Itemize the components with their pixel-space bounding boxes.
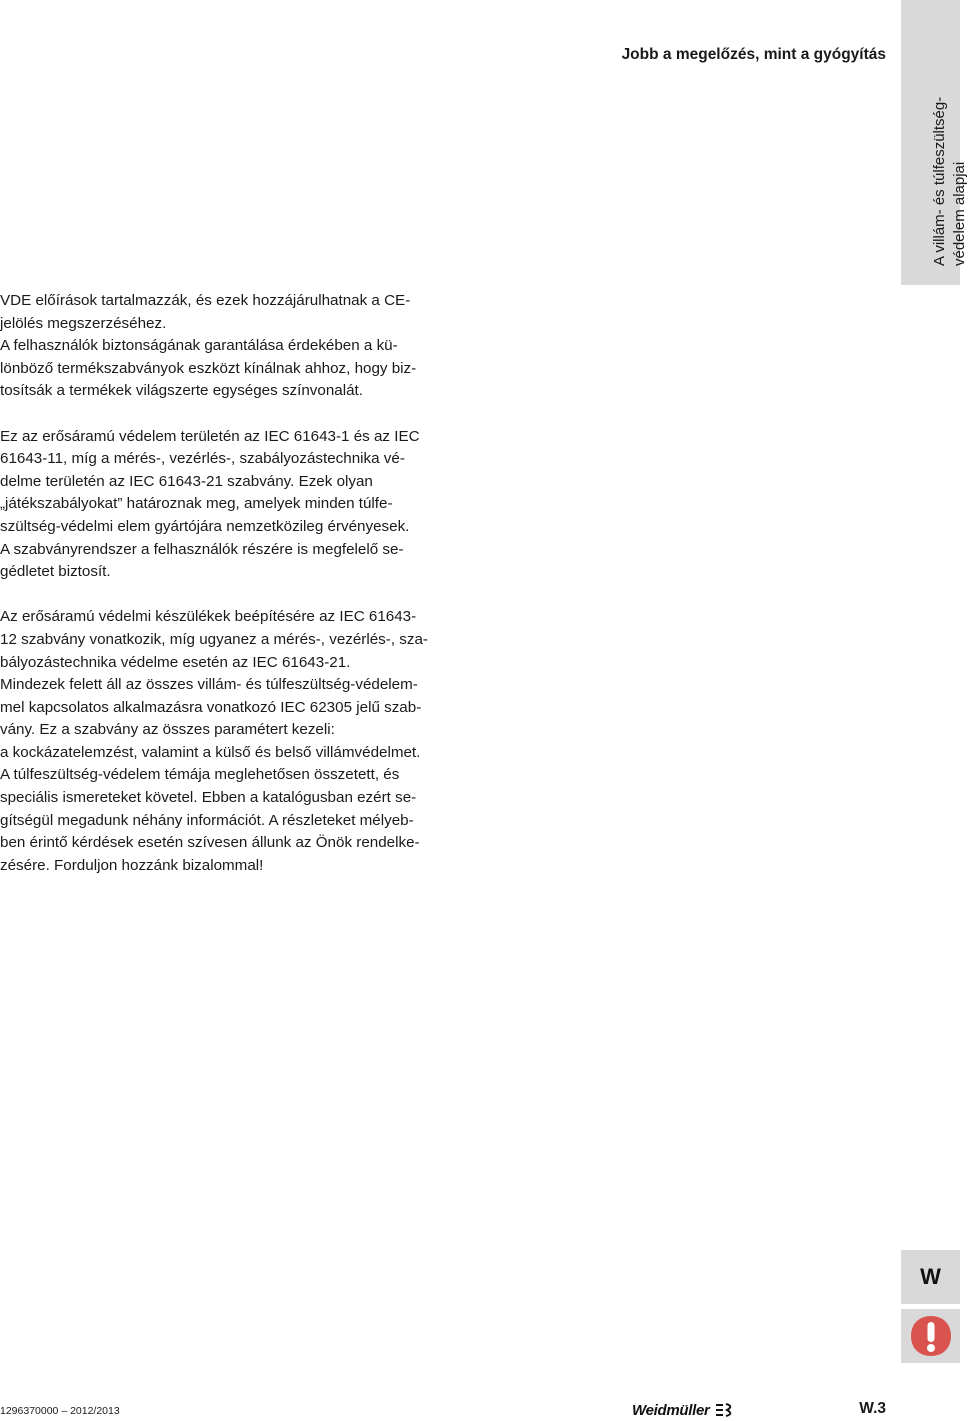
weidmuller-logo-icon	[714, 1402, 736, 1418]
text-line: A szabványrendszer a felhasználók részére is megfelelő se-	[0, 540, 404, 558]
text-line: bályozástechnika védelme esetén az IEC 61643-21.	[0, 653, 351, 671]
text-line: A felhasználók biztonságának garantálása érdekében a kü-	[0, 337, 398, 355]
text-line: a kockázatelemzést, valamint a külső és belső villámvédelmet.	[0, 743, 421, 761]
text-line: speciális ismereteket követel. Ebben a katalógusban ezért se-	[0, 789, 417, 807]
paragraph-2	[0, 426, 440, 584]
section-side-tab	[901, 0, 968, 285]
page-header-title: Jobb a megelőzés, mint a gyógyítás	[621, 46, 886, 63]
text-line: ben érintő kérdések esetén szívesen állunk az Önök rendelke-	[0, 834, 420, 852]
text-line: gédletet biztosít.	[0, 563, 111, 581]
text-line: Az erősáramú védelmi készülékek beépítésére az IEC 61643-	[0, 608, 417, 626]
section-side-tab-label	[930, 16, 970, 266]
text-line: mel kapcsolatos alkalmazásra vonatkozó IEC 62305 jelű szab-	[0, 698, 422, 716]
text-line: „játékszabályokat” határoznak meg, amelyek minden túlfe-	[0, 495, 393, 513]
text-line: Ez az erősáramú védelem területén az IEC 61643-1 és az IEC	[0, 427, 420, 445]
text-line: delme területén az IEC 61643-21 szabvány. Ezek olyan	[0, 472, 373, 490]
alert-exclamation-icon	[908, 1313, 954, 1359]
text-line: jelölés megszerzéséhez.	[0, 314, 167, 332]
text-line: vány. Ez a szabvány az összes paramétert kezeli:	[0, 721, 335, 739]
brand-name: Weidmüller	[632, 1401, 710, 1419]
text-line: zésére. Forduljon hozzánk bizalommal!	[0, 856, 264, 874]
side-tab-line: A villám- és túlfeszültség-	[931, 96, 948, 266]
paragraph-3	[0, 606, 440, 877]
alert-tab[interactable]	[901, 1309, 960, 1363]
body-text	[0, 290, 440, 877]
text-line: gítségül megadunk néhány információt. A részleteket mélyeb-	[0, 811, 414, 829]
section-w-tab[interactable]	[901, 1250, 960, 1304]
text-line: lönböző termékszabványok eszközt kínálnak ahhoz, hogy biz-	[0, 359, 417, 377]
section-w-label: W	[920, 1264, 941, 1289]
side-tab-line: védelem alapjai	[951, 161, 968, 266]
text-line: A túlfeszültség-védelem témája meglehetősen összetett, és	[0, 766, 400, 784]
page-number: W.3	[859, 1400, 886, 1417]
text-line: 12 szabvány vonatkozik, míg ugyanez a mérés-, vezérlés-, sza-	[0, 630, 428, 648]
brand-logo	[632, 1399, 736, 1421]
paragraph-1	[0, 290, 440, 403]
text-line: szültség-védelmi elem gyártójára nemzetközileg érvényesek.	[0, 517, 410, 535]
text-line: Mindezek felett áll az összes villám- és túlfeszültség-védelem-	[0, 676, 418, 694]
text-line: VDE előírások tartalmazzák, és ezek hozzájárulhatnak a CE-	[0, 292, 411, 309]
text-line: 61643-11, míg a mérés-, vezérlés-, szabályozástechnika vé-	[0, 450, 405, 468]
catalog-code: 1296370000 – 2012/2013	[0, 1405, 120, 1417]
text-line: tosítsák a termékek világszerte egységes színvonalát.	[0, 382, 363, 400]
